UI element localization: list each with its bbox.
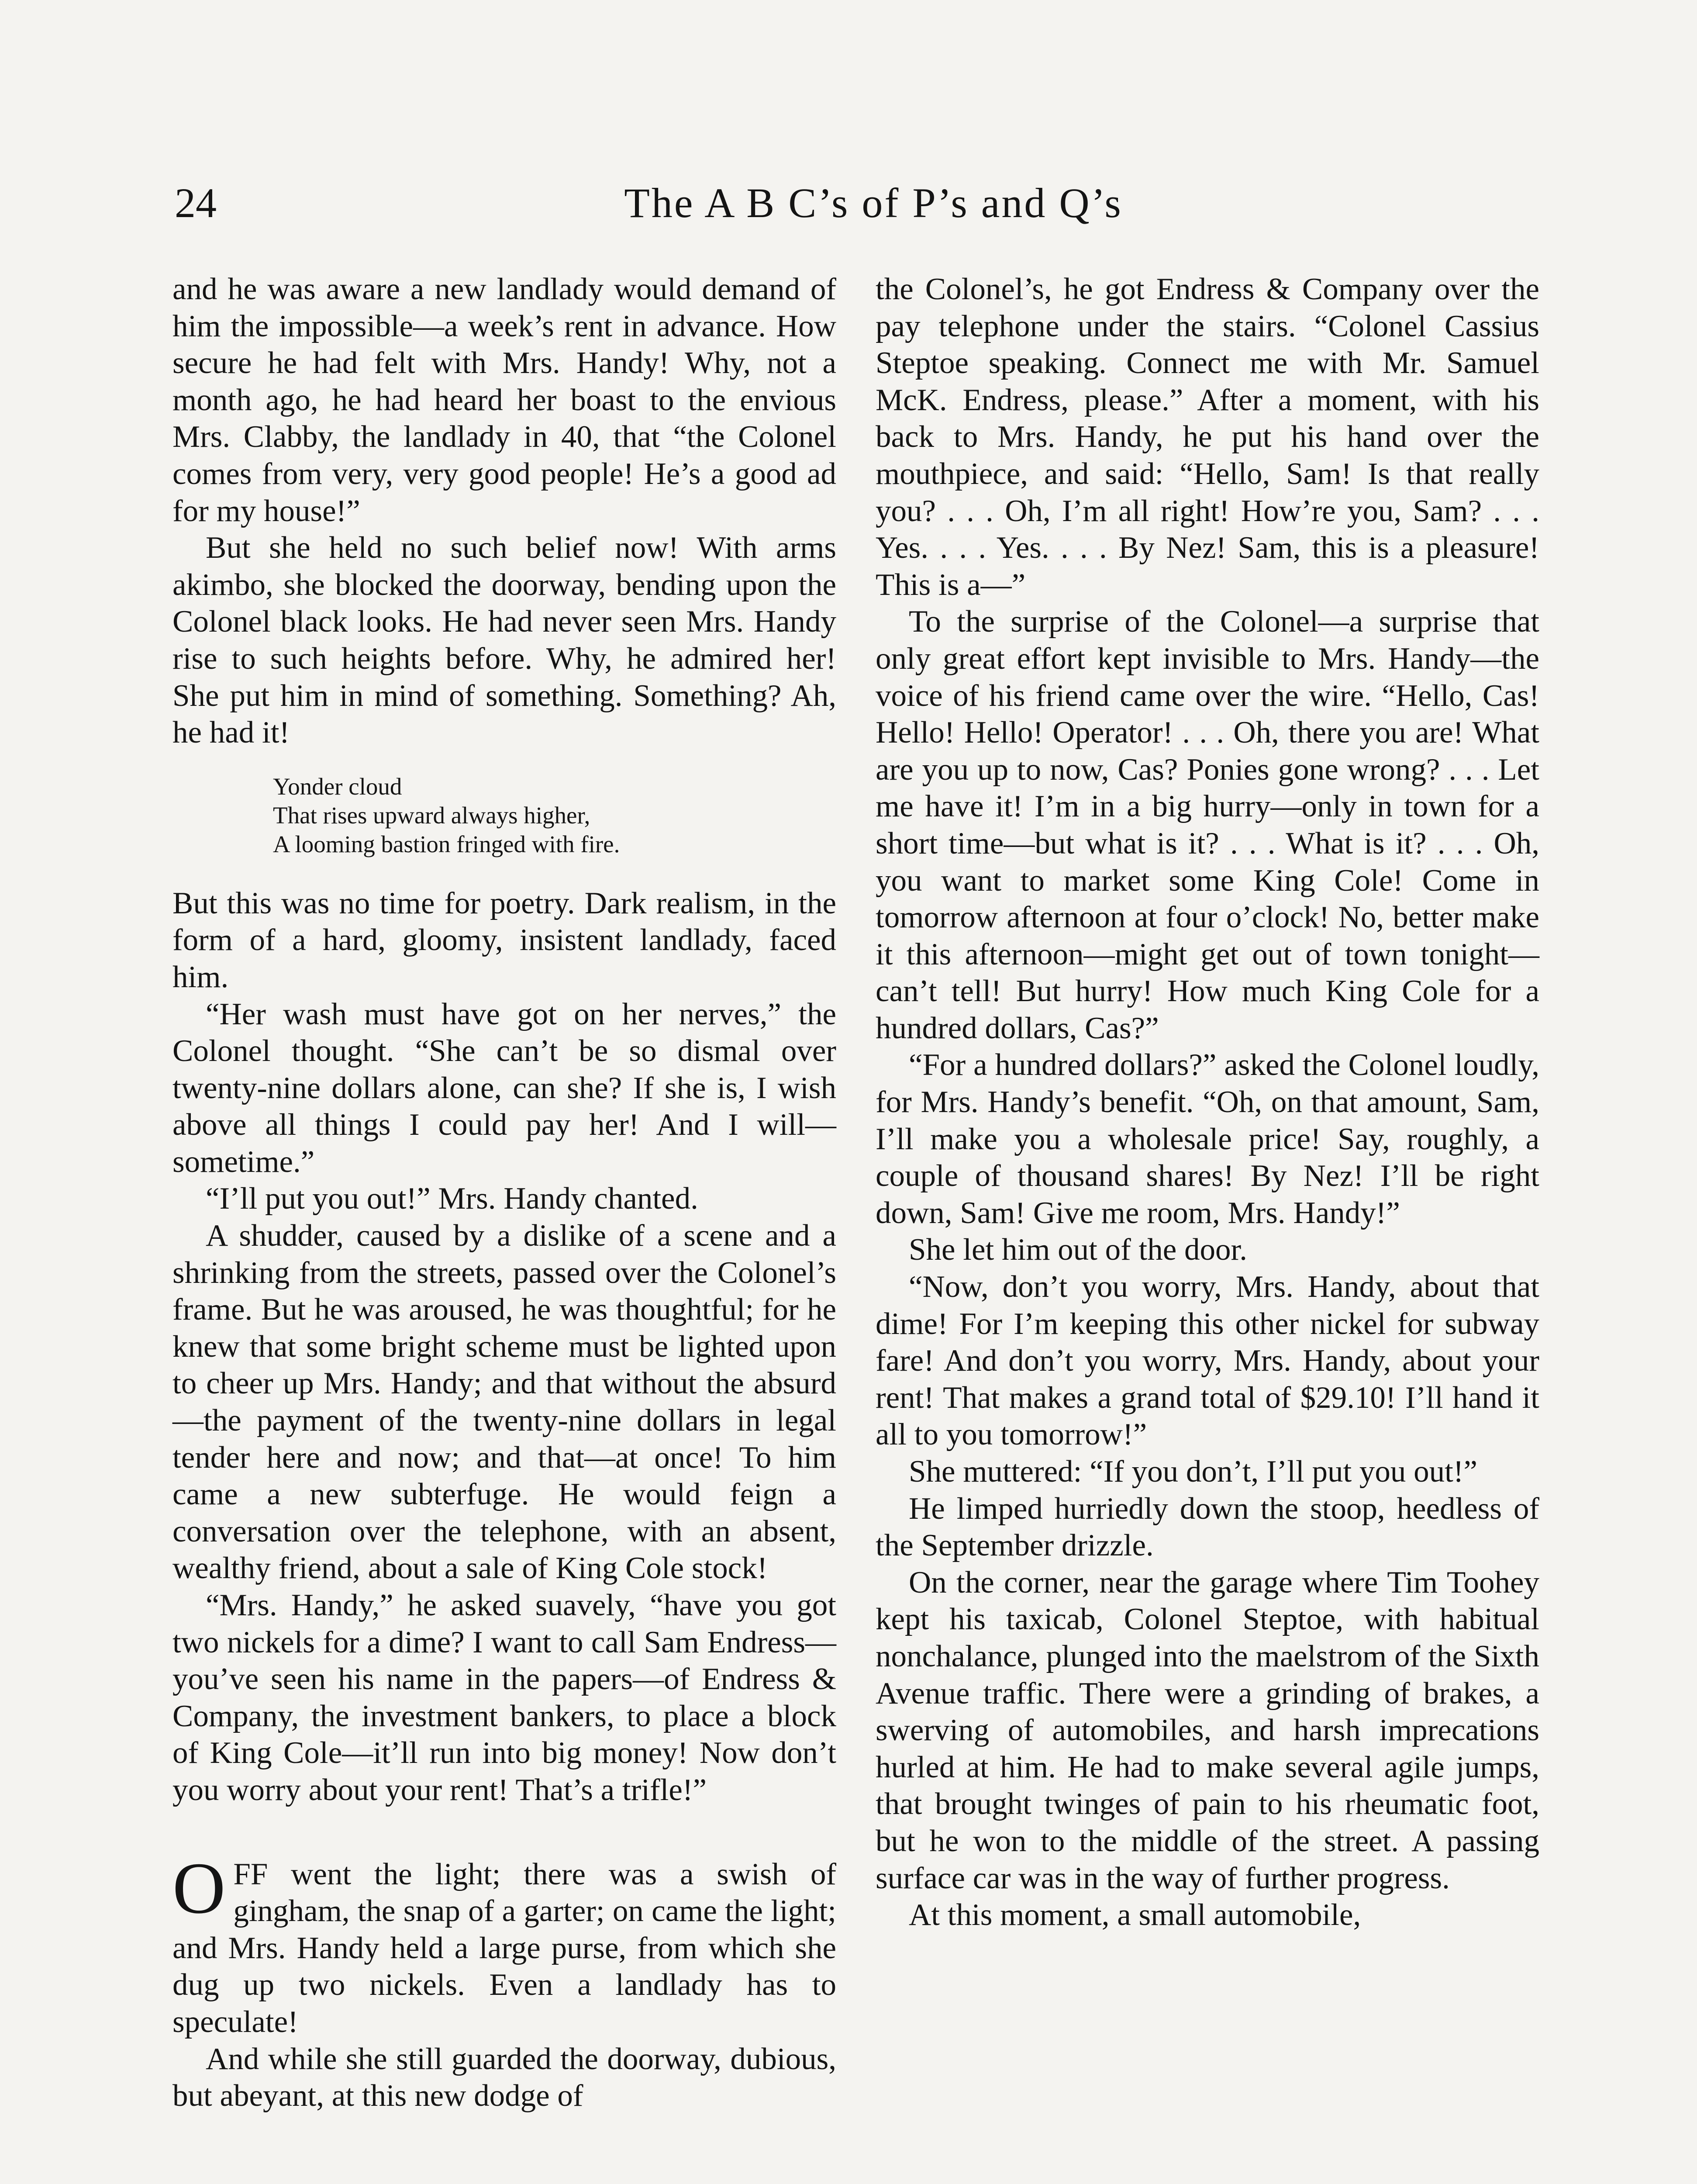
drop-cap: O (172, 1847, 226, 1929)
paragraph: At this moment, a small automobile, (909, 1898, 1361, 1932)
paragraph: the Colonel’s, he got Endress & Company over the pay telephone under the stairs. “Colonel Cassius Steptoe speaking. Connect me with Mr. Samuel McK. Endress, please.” After a moment, with his back to Mrs. Handy, he put his hand over the mouthpiece, and said: “Hello, Sam! Is that really you? . . . Oh, I’m all right! How’re you, Sam? . . . Yes. . . . Yes. . . . By Nez! Sam, this is a pleasure! This is a—” (876, 272, 1539, 602)
poem-line: A looming bastion fringed with fire. (273, 830, 620, 857)
paragraph: “Mrs. Handy,” he asked suavely, “have you got two nickels for a dime? I want to call Sam Endress—you’ve seen his name in the papers—of Endress & Company, the investment bankers, to place a block of King Cole—it’ll run into big money! Now don’t you worry about your rent! That’s a trifle!” (172, 1588, 836, 1807)
paragraph: She let him out of the door. (909, 1233, 1248, 1267)
section-opening-paragraph (172, 1847, 836, 2041)
paragraph: And while she still guarded the doorway, dubious, but abeyant, at this new dodge of (172, 2042, 836, 2113)
paragraph-text: FF went the light; there was a swish of gingham, the snap of a garter; on came the light; and Mrs. Handy held a large purse, from which she dug up two nickels. Even a landlady has to speculate! (172, 1857, 836, 2039)
page-number: 24 (175, 180, 217, 226)
paragraph: “Her wash must have got on her nerves,” the Colonel thought. “She can’t be so dismal over twenty-nine dollars alone, can she? If she is, I wish above all things I could pay her! And I will—sometime.” (172, 997, 836, 1179)
paragraph: A shudder, caused by a dislike of a scene and a shrinking from the streets, passed over the Colonel’s frame. But he was aroused, he was thoughtful; for he knew that some bright scheme must be lighted upon to cheer up Mrs. Handy; and that without the absurd—the payment of the twenty-nine dollars in legal tender here and now; and that—at once! To him came a new subterfuge. He would feign a conversation over the telephone, with an absent, wealthy friend, about a sale of King Cole stock! (172, 1219, 836, 1586)
paragraph: But she held no such belief now! With arms akimbo, she blocked the doorway, bending upon the Colonel black looks. He had never seen Mrs. Handy rise to such heights before. Why, he admired her! She put him in mind of something. Something? Ah, he had it! (172, 531, 836, 750)
running-title: The A B C’s of P’s and Q’s (624, 180, 1123, 226)
paragraph: “I’ll put you out!” Mrs. Handy chanted. (206, 1182, 698, 1216)
paragraph: On the corner, near the garage where Tim Toohey kept his taxicab, Colonel Steptoe, with habitual nonchalance, plunged into the maelstrom of the Sixth Avenue traffic. There were a grinding of brakes, a swerving of automobiles, and harsh imprecations hurled at him. He had to make several agile jumps, that brought twinges of pain to his rheumatic foot, but he won to the middle of the street. A passing surface car was in the way of further progress. (876, 1565, 1539, 1895)
right-column (876, 271, 1539, 1934)
poem-line: That rises upward always higher, (273, 802, 590, 829)
paragraph: He limped hurriedly down the stoop, heedless of the September drizzle. (876, 1491, 1539, 1563)
left-column (172, 271, 836, 2115)
paragraph: To the surprise of the Colonel—a surprise that only great effort kept invisible to Mrs. Handy—the voice of his friend came over the wire. “Hello, Cas! Hello! Hello! Operator! . . . Oh, there you are! What are you up to now, Cas? Ponies gone wrong? . . . Let me have it! I’m in a big hurry—only in town for a short time—but what is it? . . . What is it? . . . Oh, you want to market some King Cole! Come in tomorrow afternoon at four o’clock! No, better make it this afternoon—might get out of town tonight—can’t tell! But hurry! How much King Cole for a hundred dollars, Cas?” (876, 605, 1539, 1045)
paragraph: “For a hundred dollars?” asked the Colonel loudly, for Mrs. Handy’s benefit. “Oh, on that amount, Sam, I’ll make you a wholesale price! Say, roughly, a couple of thousand shares! By Nez! I’ll be right down, Sam! Give me room, Mrs. Handy!” (876, 1048, 1539, 1230)
page-header (175, 175, 1572, 249)
poem-line: Yonder cloud (273, 773, 402, 800)
paragraph: “Now, don’t you worry, Mrs. Handy, about that dime! For I’m keeping this other nickel for subway fare! And don’t you worry, Mrs. Handy, about your rent! That makes a grand total of $29.10! I’ll hand it all to you tomorrow!” (876, 1270, 1539, 1452)
paragraph: But this was no time for poetry. Dark realism, in the form of a hard, gloomy, insistent landlady, faced him. (172, 886, 836, 994)
paragraph: She muttered: “If you don’t, I’ll put you out!” (909, 1455, 1478, 1489)
paragraph: and he was aware a new landlady would demand of him the impossible—a week’s rent in advance. How secure he had felt with Mrs. Handy! Why, not a month ago, he had heard her boast to the envious Mrs. Clabby, the landlady in 40, that “the Colonel comes from very, very good people! He’s a good ad for my house!” (172, 272, 836, 528)
poem-block (273, 772, 836, 859)
